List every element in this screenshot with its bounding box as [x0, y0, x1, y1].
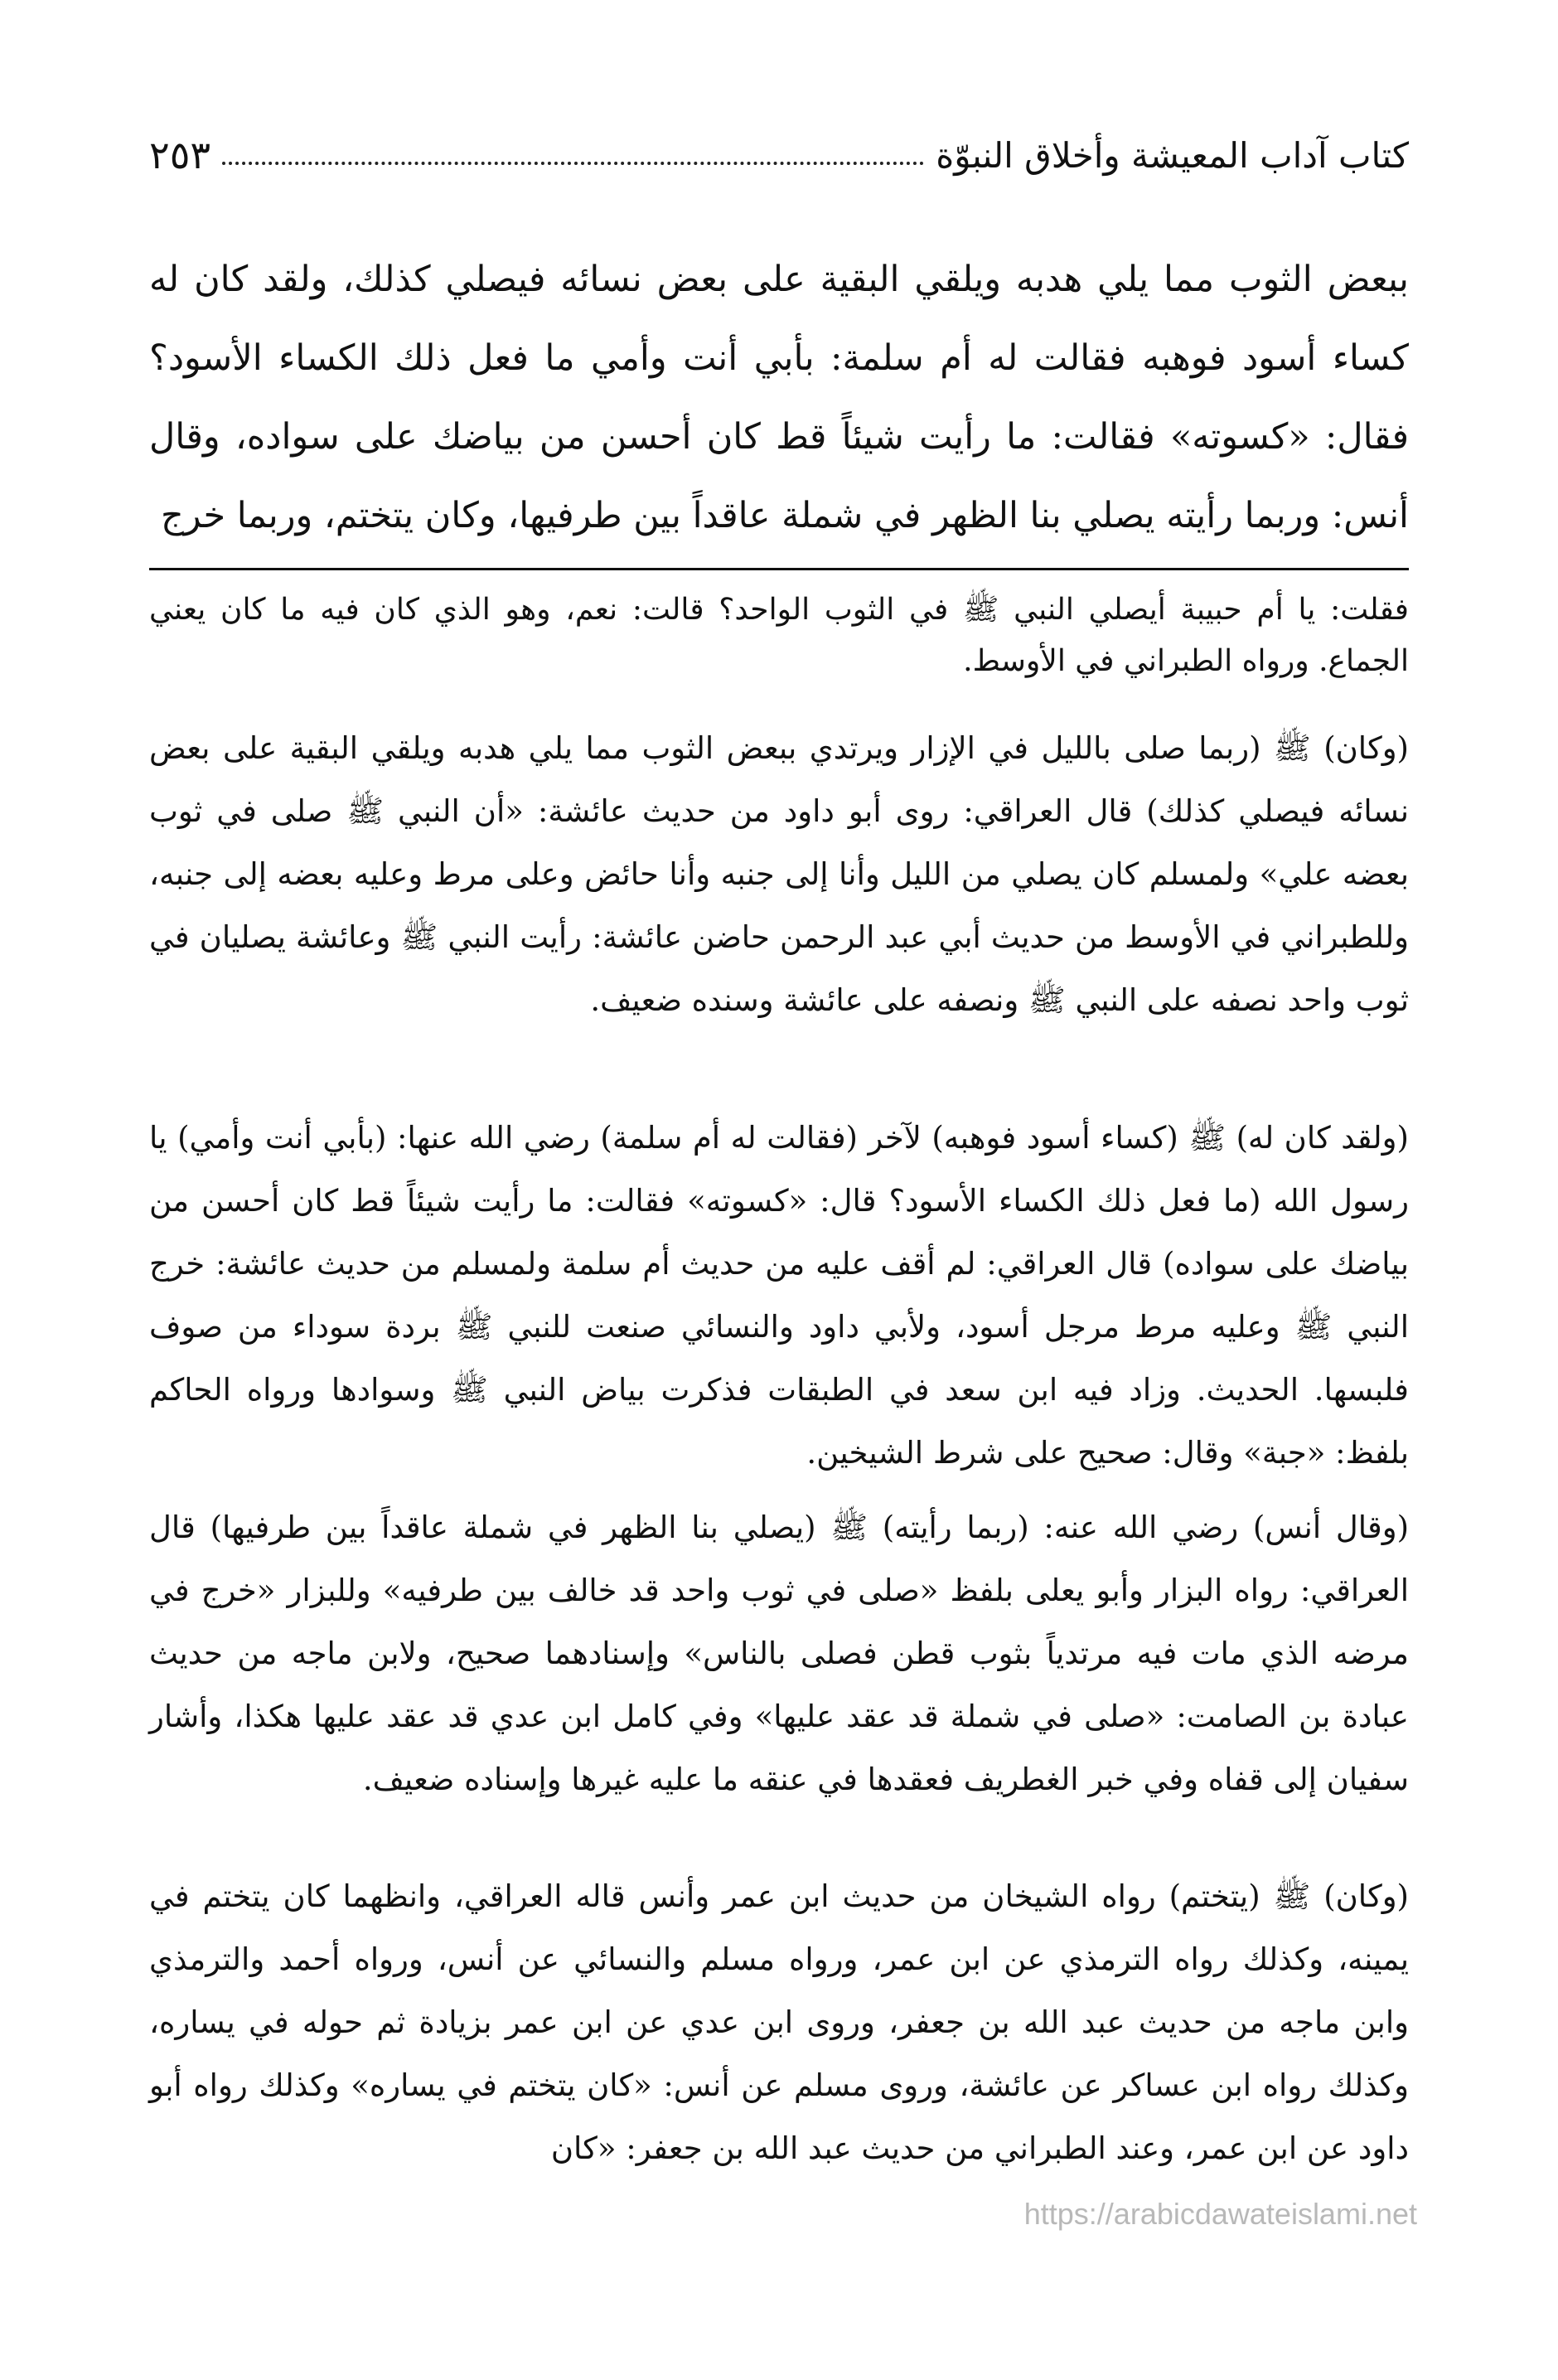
commentary-text: (وكان) ﷺ (ربما صلى بالليل في الإزار ويرتدي ببعض الثوب مما يلي هدبه ويلقي البقية على بعض نسائه فيصلي كذلك) قال العراقي: روى أبو داود من حديث عائشة: «أن النبي ﷺ صلى في ثوب بعضه علي» ولمسلم كان يصلي من الليل وأنا إلى جنبه وأنا حائض وعلى مرط وعليه بعضه إلى جنبه، وللطبراني في الأوسط من حديث أبي عبد الرحمن حاضن عائشة: رأيت النبي ﷺ وعائشة يصليان في ثوب واحد نصفه على النبي ﷺ ونصفه على عائشة وسنده ضعيف. — [149, 730, 1409, 1018]
footnote: فقلت: يا أم حبيبة أيصلي النبي ﷺ في الثوب الواحد؟ قالت: نعم، وهو الذي كان فيه ما كان يعني الجماع. ورواه الطبراني في الأوسط. — [149, 593, 1409, 678]
header-dot-leader — [222, 162, 924, 165]
commentary-paragraph-3 — [149, 1496, 1409, 1811]
commentary-paragraph-2 — [149, 1107, 1409, 1485]
commentary-text: (وقال أنس) رضي الله عنه: (ربما رأيته) ﷺ (يصلي بنا الظهر في شملة عاقداً بين طرفيها) قال العراقي: رواه البزار وأبو يعلى بلفظ «صلى في ثوب واحد قد خالف بين طرفيه» وللبزار «خرج في مرضه الذي مات فيه مرتدياً بثوب قطن فصلى بالناس» وإسنادهما صحيح، ولابن ماجه من حديث عبادة بن الصامت: «صلى في شملة قد عقد عليها» وفي كامل ابن عدي قد عقد عليها هكذا، وأشار سفيان إلى قفاه وفي خبر الغطريف فعقدها في عنقه ما عليه غيرها وإسناده ضعيف. — [149, 1510, 1409, 1797]
page-header — [149, 133, 1409, 177]
website-watermark: https://arabicdawateislami.net — [1023, 2197, 1417, 2231]
commentary-text: (ولقد كان له) ﷺ (كساء أسود فوهبه) لآخر (فقالت له أم سلمة) رضي الله عنها: (بأبي أنت وأمي) يا رسول الله (ما فعل ذلك الكساء الأسود؟ قال: «كسوته» فقالت: ما رأيت شيئاً قط كان أحسن من بياضك على سواده) قال العراقي: لم أقف عليه من حديث أم سلمة ولمسلم من حديث عائشة: خرج النبي ﷺ وعليه مرط مرجل أسود، ولأبي داود والنسائي صنعت للنبي ﷺ بردة سوداء من صوف فلبسها. الحديث. وزاد فيه ابن سعد في الطبقات فذكرت بياض النبي ﷺ وسوادها ورواه الحاكم بلفظ: «جبة» وقال: صحيح على شرط الشيخين. — [149, 1120, 1409, 1471]
commentary-paragraph-1 — [149, 717, 1409, 1032]
running-title: كتاب آداب المعيشة وأخلاق النبوّة — [936, 134, 1409, 176]
main-text: ببعض الثوب مما يلي هدبه ويلقي البقية على بعض نسائه فيصلي كذلك، ولقد كان له كساء أسود فوهبه فقالت له أم سلمة: بأبي أنت وأمي ما فعل ذلك الكساء الأسود؟ فقال: «كسوته» فقالت: ما رأيت شيئاً قط كان أحسن من بياضك على سواده، وقال أنس: وربما رأيته يصلي بنا الظهر في شملة عاقداً بين طرفيها، وكان يتختم، وربما خرج — [149, 259, 1409, 536]
main-text-divider — [149, 568, 1409, 570]
commentary-paragraph-4 — [149, 1865, 1409, 2180]
page-number: ٢٥٣ — [149, 133, 211, 177]
commentary-text: (وكان) ﷺ (يتختم) رواه الشيخان من حديث ابن عمر وأنس قاله العراقي، وانظهما كان يتختم في يمينه، وكذلك رواه الترمذي عن ابن عمر، ورواه مسلم والنسائي عن أنس، ورواه أحمد والترمذي وابن ماجه من حديث عبد الله بن جعفر، وروى ابن عدي عن ابن عمر بزيادة ثم حوله في يساره، وكذلك رواه ابن عساكر عن عائشة، وروى مسلم عن أنس: «كان يتختم في يساره» وكذلك رواه أبو داود عن ابن عمر، وعند الطبراني من حديث عبد الله بن جعفر: «كان — [149, 1878, 1409, 2166]
